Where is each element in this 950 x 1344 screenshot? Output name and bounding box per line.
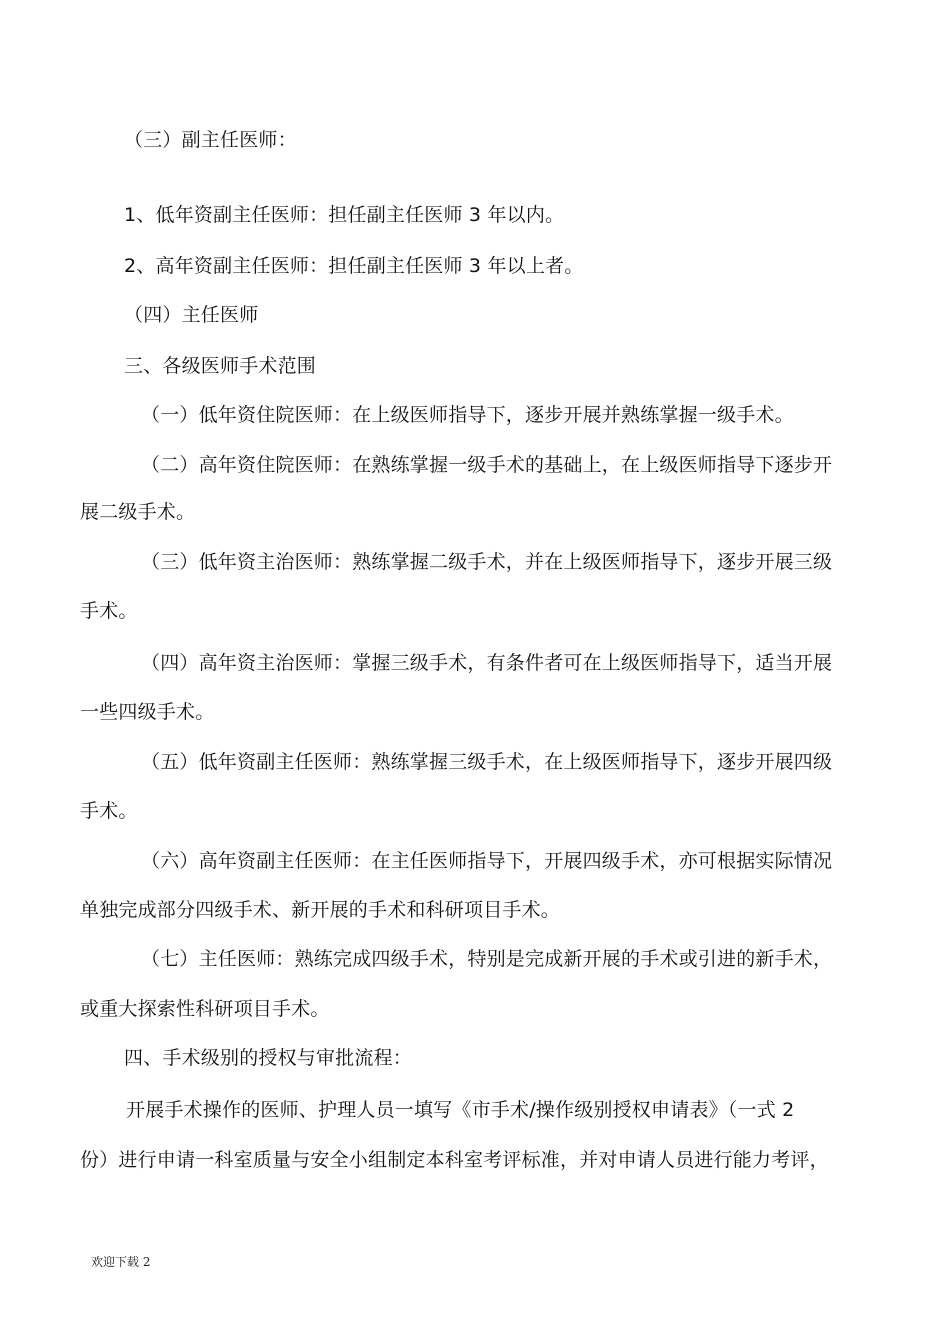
page-footer: 欢迎下载 2	[91, 1255, 151, 1269]
paragraph-line: 份）进行申请一科室质量与安全小组制定本科室考评标准，并对申请人员进行能力考评，	[80, 1149, 829, 1171]
paragraph-line: （七）主任医师：熟练完成四级手术，特别是完成新开展的手术或引进的新手术，	[141, 948, 833, 970]
paragraph-line: （三）低年资主治医师：熟练掌握二级手术，并在上级医师指导下，逐步开展三级	[141, 551, 833, 573]
paragraph-line: 或重大探索性科研项目手术。	[80, 998, 330, 1020]
paragraph-line: （六）高年资副主任医师：在主任医师指导下，开展四级手术，亦可根据实际情况	[141, 850, 833, 872]
paragraph-line: 单独完成部分四级手术、新开展的手术和科研项目手术。	[80, 899, 561, 921]
section-heading-surgery-scope: 三、各级医师手术范围	[124, 355, 317, 377]
paragraph-line: 1、低年资副主任医师：担任副主任医师 3 年以内。	[124, 204, 565, 226]
heading-chief-physician: （四）主任医师	[124, 304, 259, 326]
paragraph-line: 开展手术操作的医师、护理人员一填写《市手术/操作级别授权申请表》（一式 2	[126, 1099, 795, 1121]
paragraph-line: 手术。	[80, 600, 138, 622]
paragraph-line: （四）高年资主治医师：掌握三级手术，有条件者可在上级医师指导下，适当开展	[141, 652, 833, 674]
section-heading-authorization: 四、手术级别的授权与审批流程：	[124, 1047, 413, 1069]
paragraph-line: 2、高年资副主任医师：担任副主任医师 3 年以上者。	[124, 255, 584, 277]
paragraph-line: （二）高年资住院医师：在熟练掌握一级手术的基础上，在上级医师指导下逐步开	[141, 454, 833, 476]
paragraph-line: 手术。	[80, 800, 138, 822]
paragraph-line: 展二级手术。	[80, 501, 196, 523]
paragraph-line: 一些四级手术。	[80, 701, 215, 723]
paragraph-line: （一）低年资住院医师：在上级医师指导下，逐步开展并熟练掌握一级手术。	[141, 404, 794, 426]
paragraph-line: （五）低年资副主任医师：熟练掌握三级手术，在上级医师指导下，逐步开展四级	[141, 751, 833, 773]
heading-deputy-chief-physician: （三）副主任医师：	[124, 129, 297, 151]
